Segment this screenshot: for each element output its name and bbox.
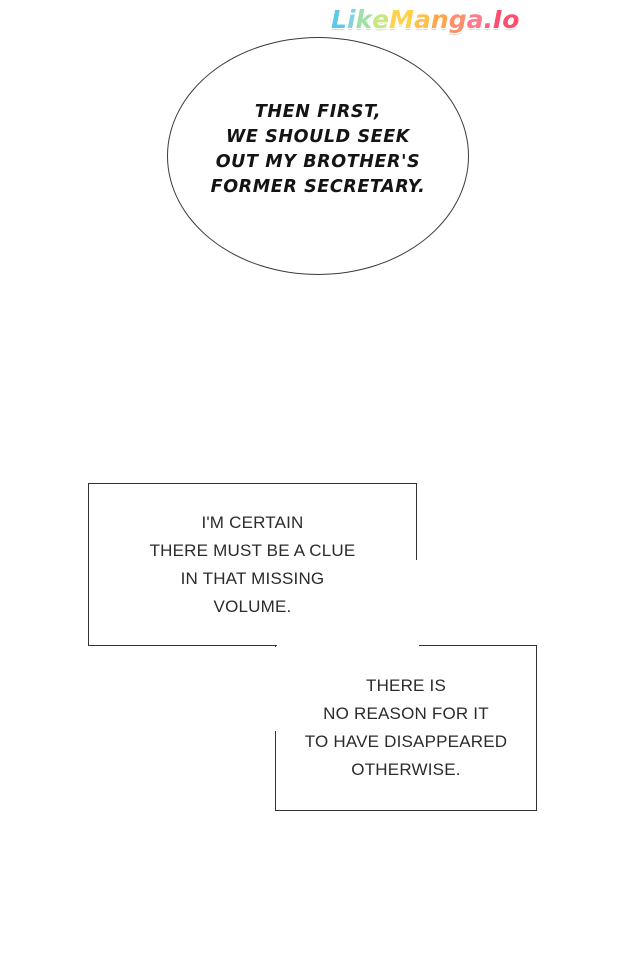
watermark-letter: a [414, 4, 431, 34]
caption-box-upper [88, 483, 417, 646]
caption-box-upper-text: I'M CERTAIN THERE MUST BE A CLUE IN THAT MISSING VOLUME. [149, 512, 356, 616]
watermark-letter: i [346, 4, 356, 34]
watermark-letter: L [331, 4, 347, 34]
watermark-letter: I [492, 4, 503, 34]
watermark-letter: . [483, 4, 493, 34]
watermark-letter: a [466, 4, 484, 34]
speech-bubble [167, 37, 469, 275]
watermark-letter: g [448, 4, 467, 34]
panel-seam-vertical-right [415, 560, 418, 646]
likemanga-watermark [331, 2, 621, 36]
caption-box-lower [275, 645, 537, 811]
watermark-letter: k [355, 4, 373, 34]
caption-box-lower-text: THERE IS NO REASON FOR IT TO HAVE DISAPPEARED OTHERWISE. [304, 676, 508, 779]
watermark-letter: M [389, 4, 415, 34]
speech-bubble-text: THEN FIRST, WE SHOULD SEEK OUT MY BROTHER'S FORMER SECRETARY. [210, 102, 426, 197]
watermark-letter: n [430, 4, 449, 34]
panel-seam-vertical-left [274, 647, 277, 731]
watermark-letter: o [502, 4, 520, 34]
watermark-letter: e [372, 4, 390, 34]
panel-seam-horizontal [277, 644, 416, 647]
